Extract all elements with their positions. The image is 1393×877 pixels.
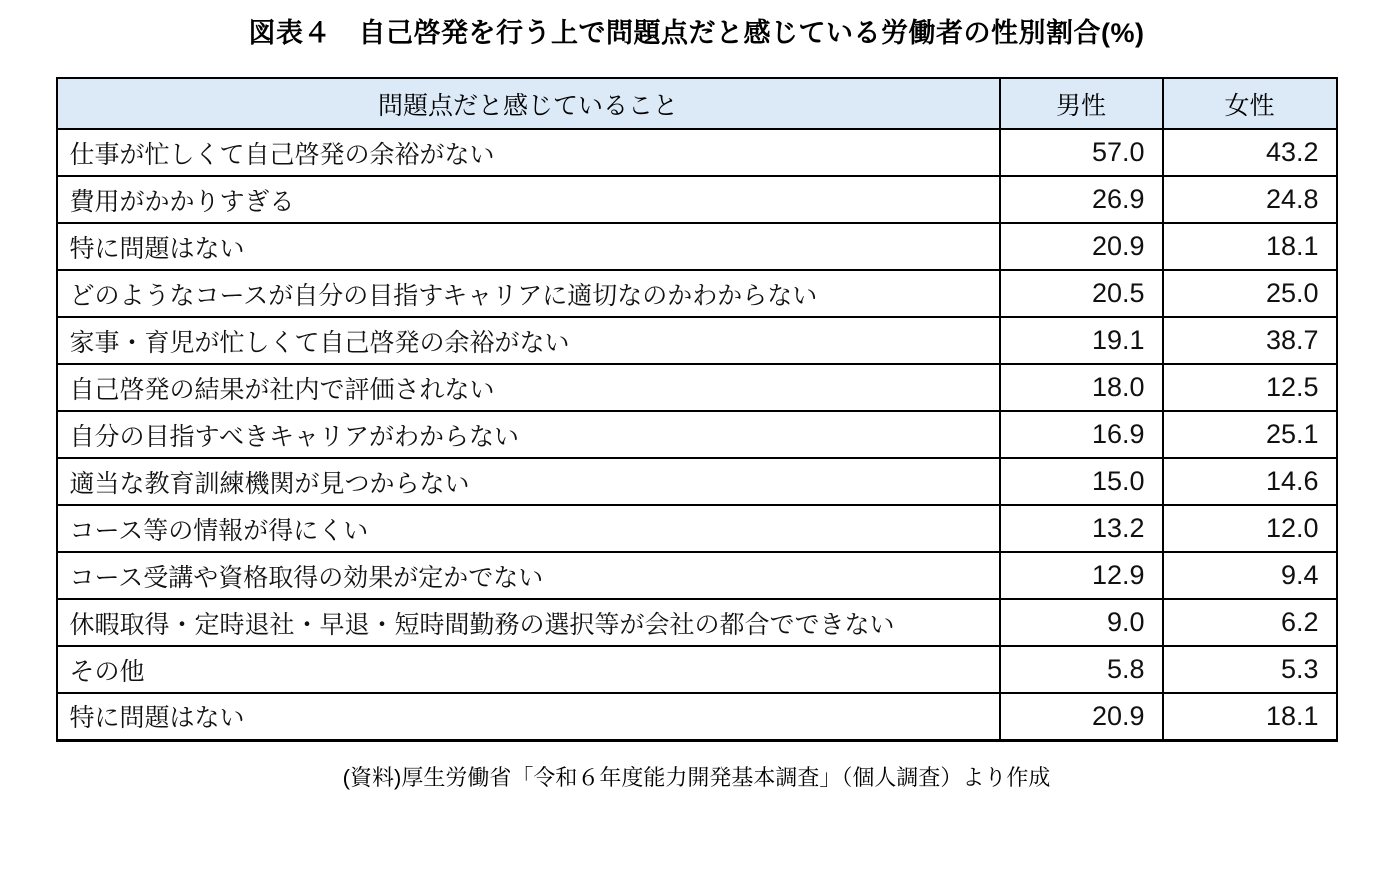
table-header-row bbox=[57, 78, 1337, 129]
male-value: 18.0 bbox=[1000, 364, 1163, 411]
row-label: 特に問題はない bbox=[57, 693, 1000, 740]
table-row bbox=[57, 505, 1337, 552]
male-value: 13.2 bbox=[1000, 505, 1163, 552]
column-header-female: 女性 bbox=[1163, 78, 1337, 129]
row-label: コース受講や資格取得の効果が定かでない bbox=[57, 552, 1000, 599]
male-value: 20.9 bbox=[1000, 693, 1163, 740]
male-value: 26.9 bbox=[1000, 176, 1163, 223]
male-value: 20.9 bbox=[1000, 223, 1163, 270]
table-row bbox=[57, 317, 1337, 364]
row-label: 特に問題はない bbox=[57, 223, 1000, 270]
row-label: 適当な教育訓練機関が見つからない bbox=[57, 458, 1000, 505]
female-value: 25.0 bbox=[1163, 270, 1337, 317]
row-label: 自分の目指すべきキャリアがわからない bbox=[57, 411, 1000, 458]
row-label: 自己啓発の結果が社内で評価されない bbox=[57, 364, 1000, 411]
table-row bbox=[57, 458, 1337, 505]
male-value: 9.0 bbox=[1000, 599, 1163, 646]
table-row bbox=[57, 270, 1337, 317]
source-note: (資料)厚生労働省「令和６年度能力開発基本調査」（個人調査）より作成 bbox=[342, 764, 1051, 790]
female-value: 38.7 bbox=[1163, 317, 1337, 364]
table-row bbox=[57, 599, 1337, 646]
row-label: コース等の情報が得にくい bbox=[57, 505, 1000, 552]
row-label: どのようなコースが自分の目指すキャリアに適切なのかわからない bbox=[57, 270, 1000, 317]
female-value: 6.2 bbox=[1163, 599, 1337, 646]
table-row bbox=[57, 176, 1337, 223]
row-label: 家事・育児が忙しくて自己啓発の余裕がない bbox=[57, 317, 1000, 364]
table-row bbox=[57, 411, 1337, 458]
table-row bbox=[57, 552, 1337, 599]
gender-problem-table bbox=[56, 77, 1338, 742]
male-value: 5.8 bbox=[1000, 646, 1163, 693]
table-row bbox=[57, 223, 1337, 270]
female-value: 14.6 bbox=[1163, 458, 1337, 505]
table-row bbox=[57, 129, 1337, 176]
table-body bbox=[57, 129, 1337, 740]
row-label: 仕事が忙しくて自己啓発の余裕がない bbox=[57, 129, 1000, 176]
male-value: 15.0 bbox=[1000, 458, 1163, 505]
female-value: 18.1 bbox=[1163, 223, 1337, 270]
figure-title: 図表４ 自己啓発を行う上で問題点だと感じている労働者の性別割合(%) bbox=[248, 18, 1145, 48]
male-value: 16.9 bbox=[1000, 411, 1163, 458]
table-row bbox=[57, 364, 1337, 411]
male-value: 57.0 bbox=[1000, 129, 1163, 176]
female-value: 12.5 bbox=[1163, 364, 1337, 411]
female-value: 12.0 bbox=[1163, 505, 1337, 552]
female-value: 18.1 bbox=[1163, 693, 1337, 740]
row-label: 費用がかかりすぎる bbox=[57, 176, 1000, 223]
table-row bbox=[57, 646, 1337, 693]
male-value: 12.9 bbox=[1000, 552, 1163, 599]
male-value: 20.5 bbox=[1000, 270, 1163, 317]
row-label: その他 bbox=[57, 646, 1000, 693]
female-value: 24.8 bbox=[1163, 176, 1337, 223]
column-header-male: 男性 bbox=[1000, 78, 1163, 129]
row-label: 休暇取得・定時退社・早退・短時間勤務の選択等が会社の都合でできない bbox=[57, 599, 1000, 646]
male-value: 19.1 bbox=[1000, 317, 1163, 364]
table-row bbox=[57, 693, 1337, 740]
female-value: 9.4 bbox=[1163, 552, 1337, 599]
column-header-problem: 問題点だと感じていること bbox=[57, 78, 1000, 129]
female-value: 5.3 bbox=[1163, 646, 1337, 693]
female-value: 43.2 bbox=[1163, 129, 1337, 176]
female-value: 25.1 bbox=[1163, 411, 1337, 458]
